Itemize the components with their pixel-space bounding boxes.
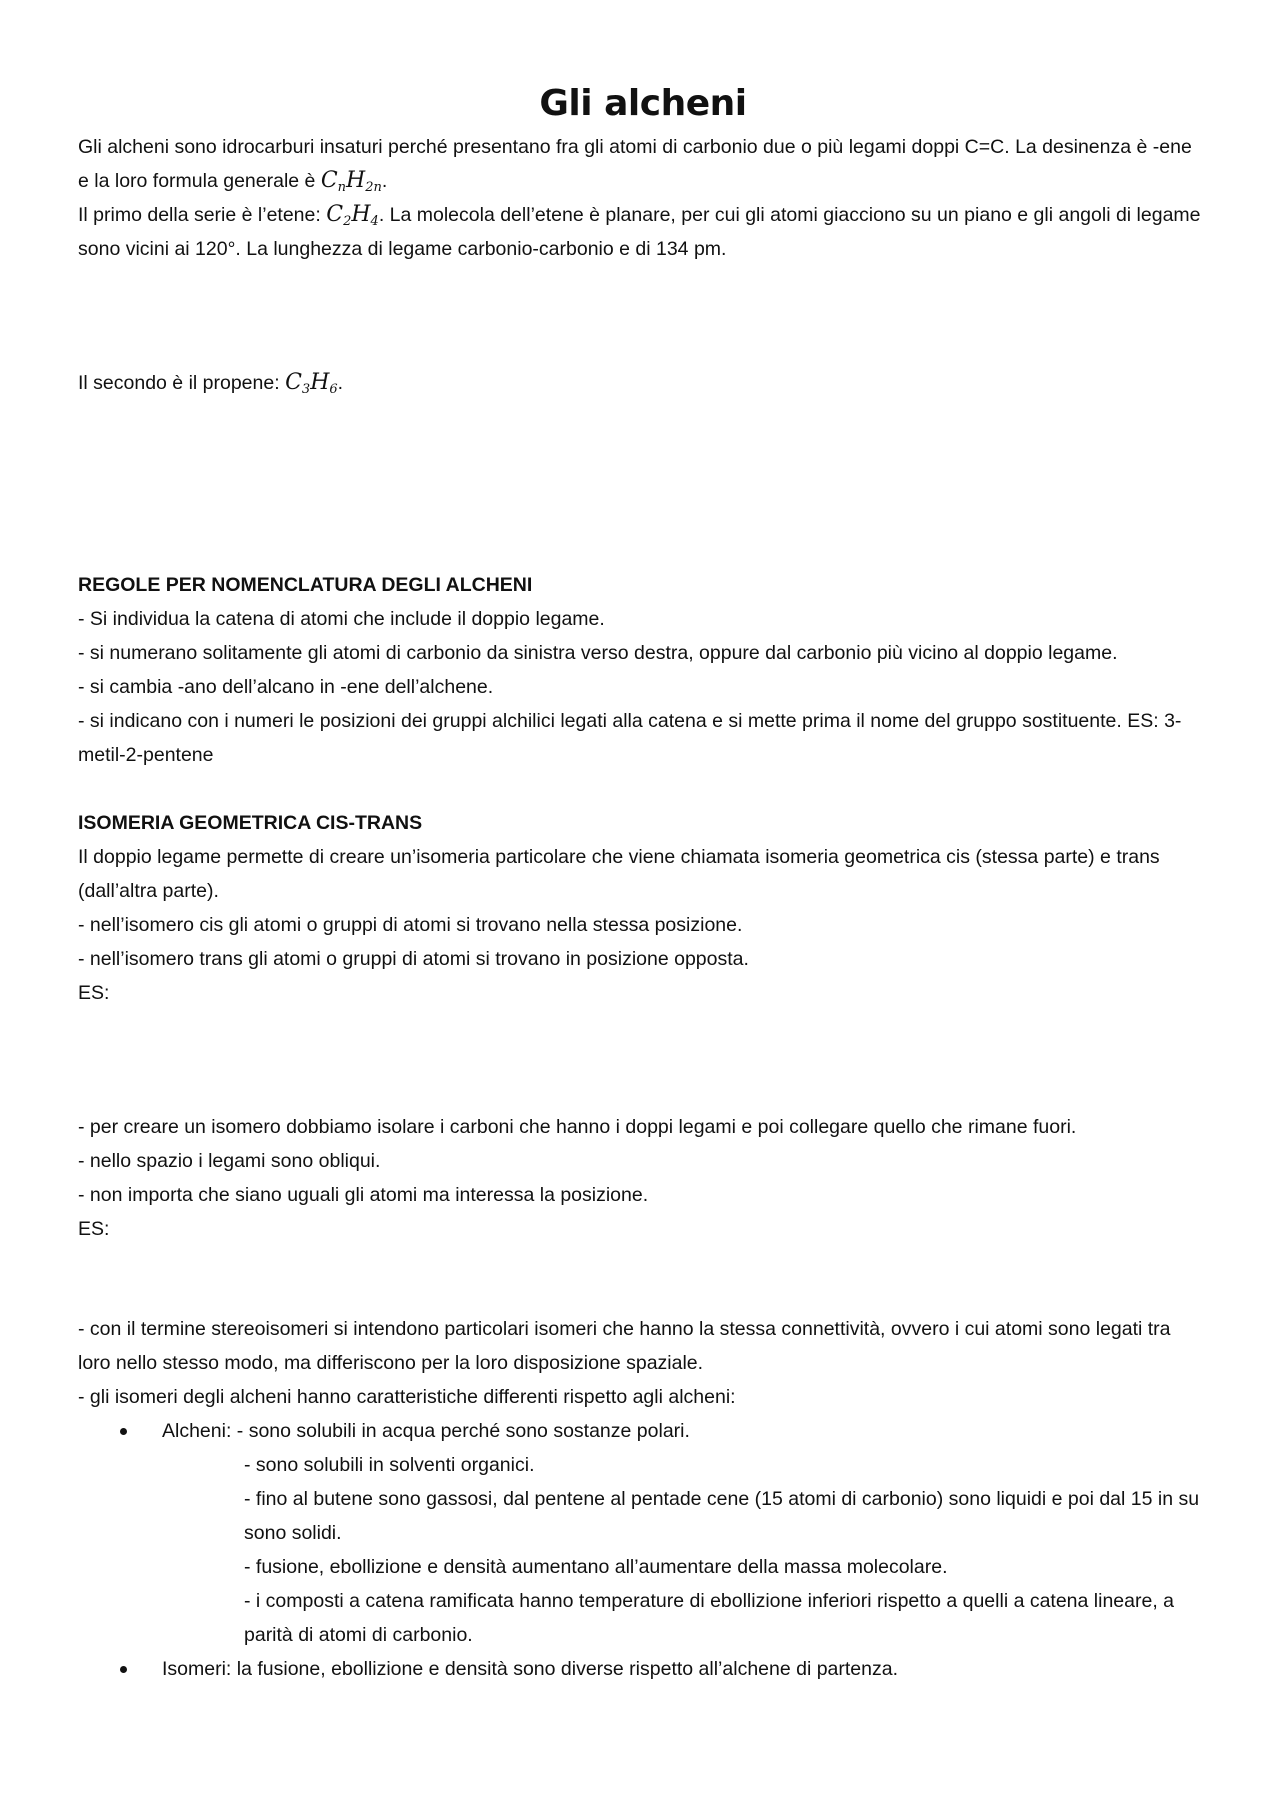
intro-paragraph: Gli alcheni sono idrocarburi insaturi perché presentano fra gli atomi di carbonio due o più legami doppi C=C. La desinenza è -ene e la loro formula generale è $C_nH_{2n}$. [78, 136, 1192, 195]
ethene-paragraph: Il primo della serie è l’etene: $C_2H_4$. La molecola dell’etene è planare, per cui gli atomi giacciono su un piano e gli angoli di legame sono vicini ai 120°. La lunghezza di legame carbonio-carbonio e di 134 pm. [78, 202, 1201, 260]
alcheni-property: - sono solubili in solventi organici. [244, 1454, 535, 1476]
nomenclature-heading: REGOLE PER NOMENCLATURA DEGLI ALCHENI [78, 574, 533, 596]
intro-text: Gli alcheni sono idrocarburi insaturi perché presentano fra gli atomi di carbonio due o più legami doppi C=C. La desinenza è -ene e la loro formula generale è [78, 136, 1192, 192]
nomenclature-item: - si cambia -ano dell’alcano in -ene dell’alchene. [78, 676, 494, 698]
ethene-figure-space [78, 266, 1208, 366]
isomeria-heading: ISOMERIA GEOMETRICA CIS-TRANS [78, 812, 423, 834]
isomeria-example-label: ES: [78, 1218, 110, 1240]
bullet-icon [120, 1666, 127, 1673]
isomeria-item: - nell’isomero trans gli atomi o gruppi di atomi si trovano in posizione opposta. [78, 948, 749, 970]
ethene-text: Il primo della serie è l’etene: [78, 204, 321, 226]
properties-list [78, 1414, 1208, 1448]
isomeria-item: - nello spazio i legami sono obliqui. [78, 1150, 381, 1172]
nomenclature-item: - si indicano con i numeri le posizioni dei gruppi alchilici legati alla catena e si mette prima il nome del gruppo sostituente. ES: 3-metil-2-pentene [78, 710, 1182, 766]
bullet-icon [120, 1428, 127, 1435]
isomer-figure-space [78, 1246, 1208, 1312]
ethene-formula: $C_2H_4$ [326, 202, 379, 229]
nomenclature-item: - Si individua la catena di atomi che include il doppio legame. [78, 608, 605, 630]
page-title: Gli alcheni [539, 83, 747, 124]
stereoisomer-item: - gli isomeri degli alcheni hanno caratteristiche differenti rispetto agli alcheni: [78, 1386, 736, 1408]
ethene-description: La molecola dell’etene è planare, per cui gli atomi giacciono su un piano e gli angoli di legame sono vicini ai 120°. La lunghezza di legame carbonio-carbonio e di 134 pm. [78, 204, 1201, 260]
document-page [78, 78, 1208, 1686]
list-item-alcheni: Alcheni: - sono solubili in acqua perché sono sostanze polari. [78, 1414, 1208, 1448]
propene-paragraph: Il secondo è il propene: $C_3H_6$. [78, 370, 344, 397]
isomeria-example-label: ES: [78, 982, 110, 1004]
alcheni-property: - fino al butene sono gassosi, dal pentene al pentade cene (15 atomi di carbonio) sono liquidi e poi dal 15 in su sono solidi. [244, 1488, 1200, 1544]
section-gap [78, 772, 1208, 806]
propene-figure-space [78, 400, 1208, 568]
propene-formula: $C_3H_6$ [285, 370, 338, 397]
isomeria-item: - non importa che siano uguali gli atomi ma interessa la posizione. [78, 1184, 649, 1206]
isomeria-item: Il doppio legame permette di creare un’isomeria particolare che viene chiamata isomeria geometrica cis (stessa parte) e trans (dall’altra parte). [78, 846, 1160, 902]
stereoisomer-item: - con il termine stereoisomeri si intendono particolari isomeri che hanno la stessa connettività, ovvero i cui atomi sono legati tra loro nello stesso modo, ma differiscono per la loro disposizione spaziale. [78, 1318, 1171, 1374]
properties-list-2 [78, 1652, 1208, 1686]
alcheni-property: - fusione, ebollizione e densità aumentano all’aumentare della massa molecolare. [244, 1556, 948, 1578]
cis-trans-figure-space [78, 1010, 1208, 1110]
list-item-isomeri: Isomeri: la fusione, ebollizione e densità sono diverse rispetto all’alchene di partenza. [78, 1652, 1208, 1686]
isomeria-item: - per creare un isomero dobbiamo isolare i carboni che hanno i doppi legami e poi collegare quello che rimane fuori. [78, 1116, 1077, 1138]
isomeria-item: - nell’isomero cis gli atomi o gruppi di atomi si trovano nella stessa posizione. [78, 914, 743, 936]
alcheni-property: - i composti a catena ramificata hanno temperature di ebollizione inferiori rispetto a quelli a catena lineare, a parità di atomi di carbonio. [244, 1590, 1175, 1646]
nomenclature-item: - si numerano solitamente gli atomi di carbonio da sinistra verso destra, oppure dal carbonio più vicino al doppio legame. [78, 642, 1118, 664]
general-formula: $C_nH_{2n}$ [320, 168, 382, 195]
